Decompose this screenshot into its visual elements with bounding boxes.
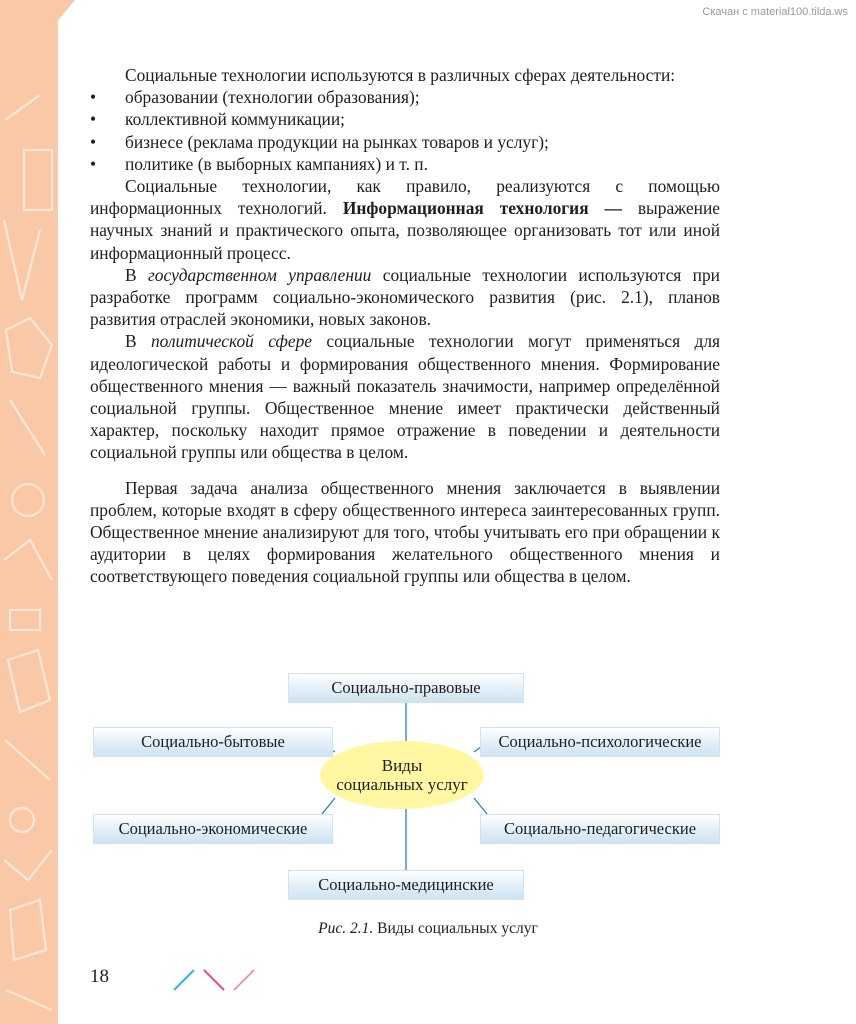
list-item [90,108,720,130]
bullet-marker: • [90,131,97,152]
emphasized-term: политической сфере [150,331,312,352]
sidebar-pattern [0,0,58,1024]
list-item-text: политике (в выборных кампаниях) и т. п. [125,153,428,174]
deco-line-pink-light [234,970,254,990]
paragraph-text: социальные технологии используются при разработке программ социально-экономического развития (рис. 2.1), планов развития отраслей экономики, новых законов. [90,264,720,330]
list-item [90,131,720,153]
diagram-center [320,741,484,809]
info-technology-paragraph [90,175,720,264]
list-item [90,153,720,175]
decorative-lines [170,968,260,994]
public-opinion-paragraph: Первая задача анализа общественного мнения заключается в выявлении проблем, которые входят в сферу общественного интереса заинтересованных групп. Общественное мнение анализируют для того, чтобы учитывать его при обращении к аудитории в целях формирования желательного общественного мнения и соответствующего поведения социальной группы или общества в целом. [90,477,720,587]
list-item-text: бизнесе (реклама продукции на рынках товаров и услуг); [125,131,549,152]
social-services-diagram [90,668,722,908]
bullet-marker: • [90,109,97,130]
list-item-text: образовании (технологии образования); [125,87,420,108]
emphasized-term: государственном управлении [147,264,372,285]
connector-lower-left [322,798,335,814]
deco-line-pink [204,970,224,990]
caption-title: Виды социальных услуг [373,920,538,937]
paragraph-text: В [125,331,151,352]
defined-term: Информационная технология — [342,198,622,219]
decorative-sidebar [0,0,58,1024]
node-legal: Социально-правовые [288,673,524,703]
body-text [90,64,720,588]
intro-paragraph: Социальные технологии используются в различных сферах деятельности: [125,65,676,85]
deco-line-blue [174,970,194,990]
watermark: Скачан с material100.tilda.ws [702,6,848,18]
paragraph-text: социальные технологии могут применяться для идеологической работы и формирования общественного мнения. Формирование общественного мнения — важный показатель значимости, например определённой социальной группы. Общественное мнение имеет практически действенный характер, поскольку находит прямое отражение в поведении и деятельности социальной группы или общества в целом. [90,331,720,463]
list-item-text: коллективной коммуникации; [125,109,346,130]
page-number: 18 [90,966,109,987]
caption-label: Рис. 2.1. [318,920,374,937]
center-line-2: социальных услуг [336,775,468,794]
politics-paragraph [90,330,720,463]
bullet-marker: • [90,153,97,174]
bullet-list [90,86,720,175]
sidebar-corner [0,0,75,90]
node-economic: Социально-экономические [93,814,333,844]
paragraph-text: Социальные технологии, как правило, реализуются с помощью информационных технологий. [90,176,720,219]
node-medical: Социально-медицинские [288,870,524,900]
node-pedagogical: Социально-педагогические [480,814,720,844]
connector-lower-right [474,798,487,814]
figure-caption [0,920,856,938]
bullet-marker: • [90,87,97,108]
government-paragraph [90,264,720,331]
paragraph-text: выражение научных знаний и практического опыта, позволяющее организовать тот или иной информационный процесс. [90,198,720,263]
paragraph-text: В [125,264,148,285]
node-psychological: Социально-психологические [480,727,720,757]
node-household: Социально-бытовые [93,727,333,757]
list-item [90,86,720,108]
center-line-1: Виды [381,756,423,775]
